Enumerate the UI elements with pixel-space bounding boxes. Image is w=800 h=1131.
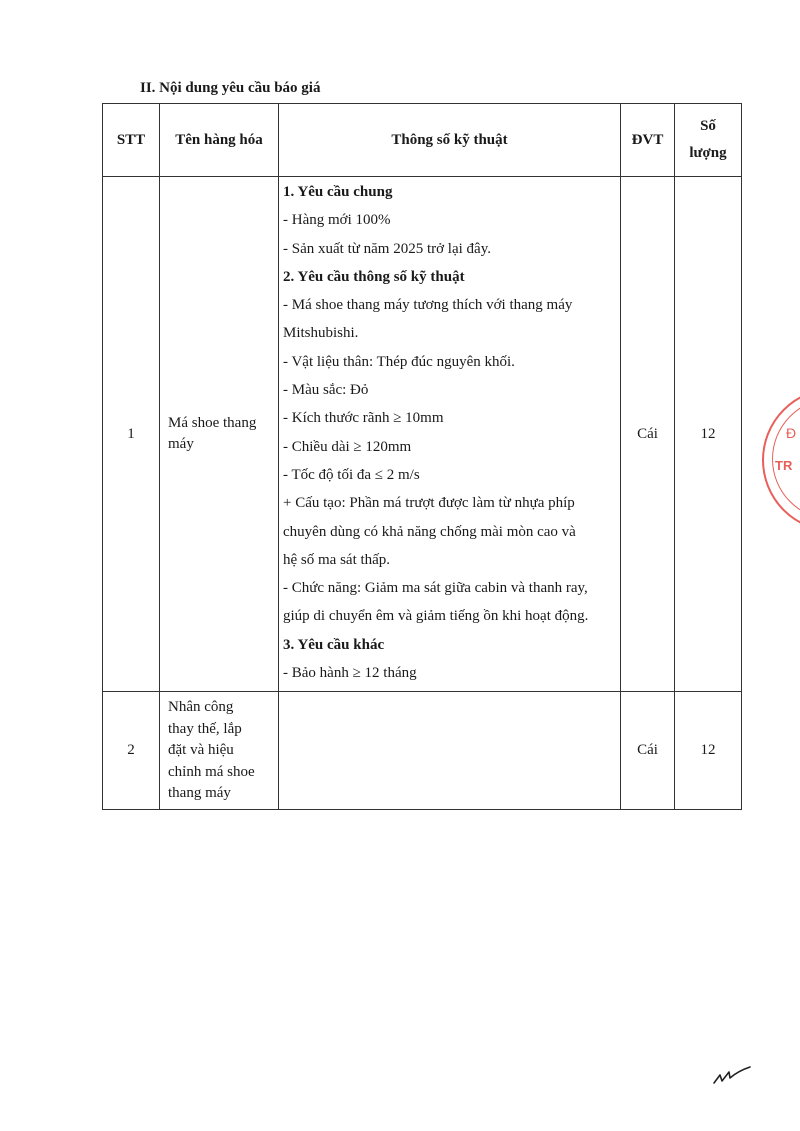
spec-line: + Cấu tạo: Phần má trượt được làm từ nhựa phíp	[283, 495, 575, 512]
row-qty: 12	[675, 692, 742, 810]
spec-heading: 3. Yêu cầu khác	[283, 636, 385, 653]
item-name-line: chỉnh má shoe	[168, 763, 255, 780]
table-header-row	[103, 104, 742, 177]
spec-line: - Màu sắc: Đỏ	[283, 382, 369, 399]
quotation-table	[102, 103, 742, 810]
table-row	[103, 177, 742, 692]
header-qty-line2: lượng	[689, 145, 727, 161]
header-name: Tên hàng hóa	[160, 104, 279, 177]
spec-line: - Vật liệu thân: Thép đúc nguyên khối.	[283, 353, 515, 370]
row-specs-empty	[279, 692, 621, 810]
header-specs: Thông số kỹ thuật	[279, 104, 621, 177]
table-row	[103, 692, 742, 810]
row-unit: Cái	[621, 177, 675, 692]
row-item-name	[160, 692, 279, 810]
spec-line: - Chức năng: Giảm ma sát giữa cabin và thanh ray,	[283, 580, 588, 597]
stamp-text: TR	[775, 458, 793, 473]
row-stt: 2	[103, 692, 160, 810]
spec-line: Mitshubishi.	[283, 325, 359, 342]
header-unit: ĐVT	[621, 104, 675, 177]
spec-line: - Tốc độ tối đa ≤ 2 m/s	[283, 466, 420, 483]
row-qty: 12	[675, 177, 742, 692]
item-name-line: Nhân công	[168, 699, 234, 716]
item-name-line: đặt và hiệu	[168, 742, 234, 759]
spec-line: - Chiều dài ≥ 120mm	[283, 438, 412, 455]
spec-line: - Sản xuất từ năm 2025 trở lại đây.	[283, 240, 491, 257]
stamp-letter: Đ	[786, 425, 797, 441]
row-item-name: Má shoe thang máy	[160, 177, 279, 692]
spec-heading: 1. Yêu cầu chung	[283, 184, 393, 200]
spec-heading: 2. Yêu cầu thông số kỹ thuật	[283, 268, 465, 285]
spec-line: - Hàng mới 100%	[283, 212, 391, 229]
spec-line: - Má shoe thang máy tương thích với thang máy	[283, 297, 573, 314]
row-specs	[279, 177, 621, 692]
header-stt: STT	[103, 104, 160, 177]
handwritten-initials	[712, 1063, 752, 1087]
header-qty	[675, 104, 742, 177]
spec-line: - Kích thước rãnh ≥ 10mm	[283, 410, 444, 427]
spec-line: - Bảo hành ≥ 12 tháng	[283, 665, 417, 682]
header-qty-line1: Số	[700, 118, 716, 134]
item-name-line: thay thế, lắp	[168, 720, 242, 737]
spec-line: chuyên dùng có khả năng chống mài mòn cao và	[283, 523, 576, 540]
section-title: II. Nội dung yêu cầu báo giá	[140, 80, 321, 96]
spec-line: hệ số ma sát thấp.	[283, 551, 391, 568]
row-stt: 1	[103, 177, 160, 692]
spec-line: giúp di chuyển êm và giảm tiếng ồn khi hoạt động.	[283, 608, 589, 625]
row-unit: Cái	[621, 692, 675, 810]
item-name-line: thang máy	[168, 785, 231, 802]
